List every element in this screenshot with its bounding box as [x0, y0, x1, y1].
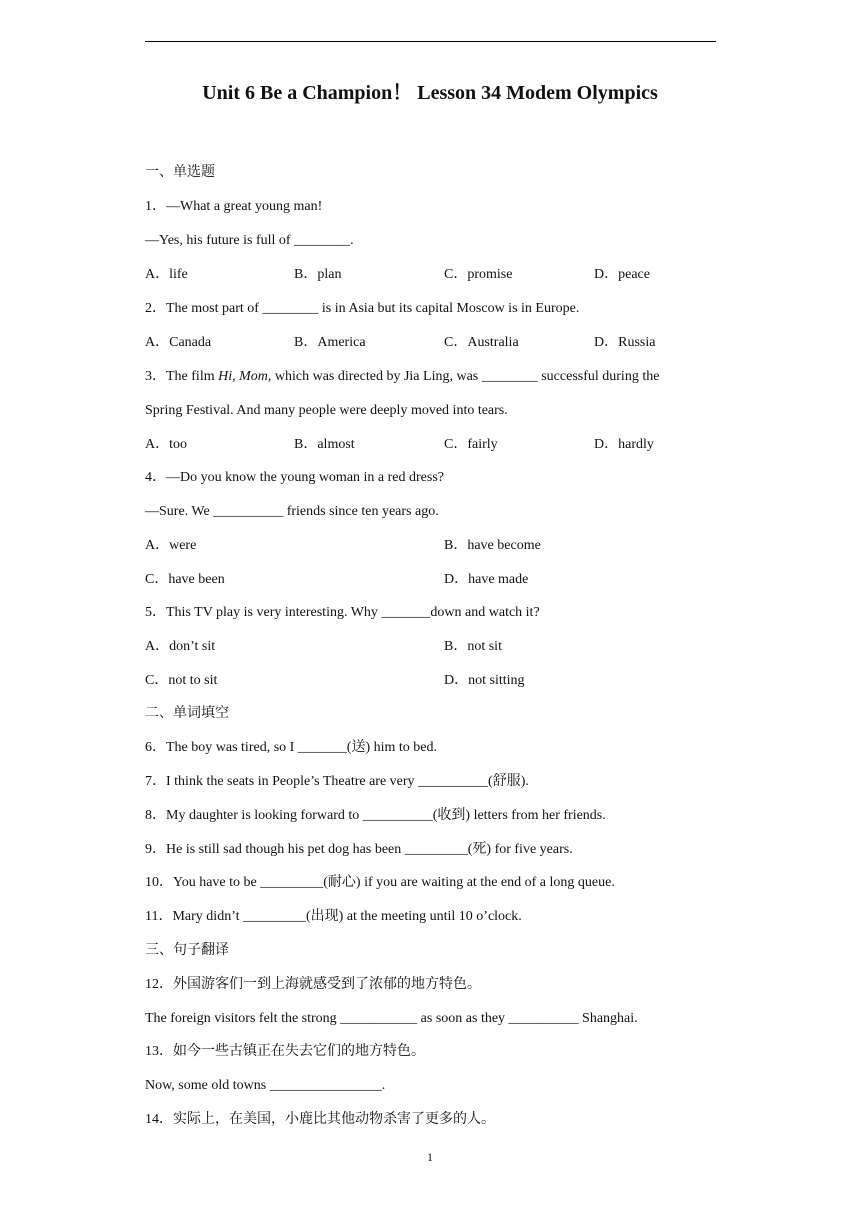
question-4-reply	[145, 503, 439, 521]
question-1-stem: 1．—What a great young man!	[145, 199, 323, 214]
q4-option-c: C．have been	[145, 572, 225, 587]
fill-question-11: 11．Mary didn’t _________(出现) at the meeting until 10 o’clock.	[145, 909, 522, 924]
section-heading-word-fill: 二、单词填空	[145, 706, 229, 721]
q3-option-c: C．fairly	[444, 437, 498, 452]
q3-stem-pre: 3．The film	[145, 369, 219, 384]
q1-option-d: D．peace	[594, 267, 650, 282]
question-4-stem: 4．—Do you know the young woman in a red dress?	[145, 470, 445, 485]
translation-question-14-cn: 14．实际上，在美国，小鹿比其他动物杀害了更多的人。	[145, 1112, 495, 1127]
translation-question-12-cn: 12．外国游客们一到上海就感受到了浓郁的地方特色。	[145, 977, 481, 992]
q1-option-a: A．life	[145, 267, 188, 282]
translation-question-12-en: The foreign visitors felt the strong ___________ as soon as they __________ Shanghai.	[145, 1011, 638, 1026]
q2-option-a: A．Canada	[145, 335, 212, 350]
page-number: 1	[427, 1150, 433, 1164]
q4-reply-pre: —Sure. We	[145, 504, 214, 519]
q1-option-c: C．promise	[444, 267, 513, 282]
q2-option-b: B．America	[294, 335, 366, 350]
question-5-stem: 5．This TV play is very interesting. Why _______down and watch it?	[145, 605, 540, 620]
q3-option-d: D．hardly	[594, 437, 654, 452]
q5-option-b: B．not sit	[444, 639, 502, 654]
translation-question-13-cn: 13．如今一些古镇正在失去它们的地方特色。	[145, 1044, 425, 1059]
q3-stem-post: , which was directed by Jia Ling, was ________ successful during the	[267, 369, 660, 384]
section-heading-translation: 三、句子翻译	[145, 943, 229, 958]
q3-film-title: Hi, Mom	[218, 369, 268, 384]
q2-option-c: C．Australia	[444, 335, 519, 350]
q1-option-b: B．plan	[294, 267, 342, 282]
q5-option-d: D．not sitting	[444, 673, 525, 688]
q5-option-c: C．not to sit	[145, 673, 218, 688]
page-title: Unit 6 Be a Champion！ Lesson 34 Modem Olympics	[202, 82, 658, 104]
header-rule	[145, 41, 716, 42]
q4-option-a: A．were	[145, 538, 197, 553]
q4-option-b: B．have become	[444, 538, 541, 553]
fill-question-9: 9．He is still sad though his pet dog has been _________(死) for five years.	[145, 842, 573, 857]
q3-option-a: A．too	[145, 437, 187, 452]
section-heading-single-choice: 一、单选题	[145, 165, 215, 180]
question-3-stem	[145, 368, 659, 386]
q3-option-b: B．almost	[294, 437, 355, 452]
question-2-stem: 2．The most part of ________ is in Asia but its capital Moscow is in Europe.	[145, 301, 580, 316]
q4-option-d: D．have made	[444, 572, 529, 587]
fill-question-8: 8．My daughter is looking forward to __________(收到) letters from her friends.	[145, 808, 606, 823]
fill-question-10: 10．You have to be _________(耐心) if you are waiting at the end of a long queue.	[145, 875, 615, 890]
q2-option-d: D．Russia	[594, 335, 656, 350]
q4-reply-post: friends since ten years ago.	[286, 504, 439, 519]
question-1-reply: —Yes, his future is full of ________.	[145, 233, 354, 248]
fill-question-6: 6．The boy was tired, so I _______(送) him to bed.	[145, 740, 438, 755]
question-3-stem-cont: Spring Festival. And many people were deeply moved into tears.	[145, 403, 508, 418]
translation-question-13-en: Now, some old towns ________________.	[145, 1078, 386, 1093]
q5-option-a: A．don’t sit	[145, 639, 216, 654]
fill-question-7: 7．I think the seats in People’s Theatre are very __________(舒服).	[145, 774, 529, 789]
q4-blank: __________	[213, 504, 284, 519]
